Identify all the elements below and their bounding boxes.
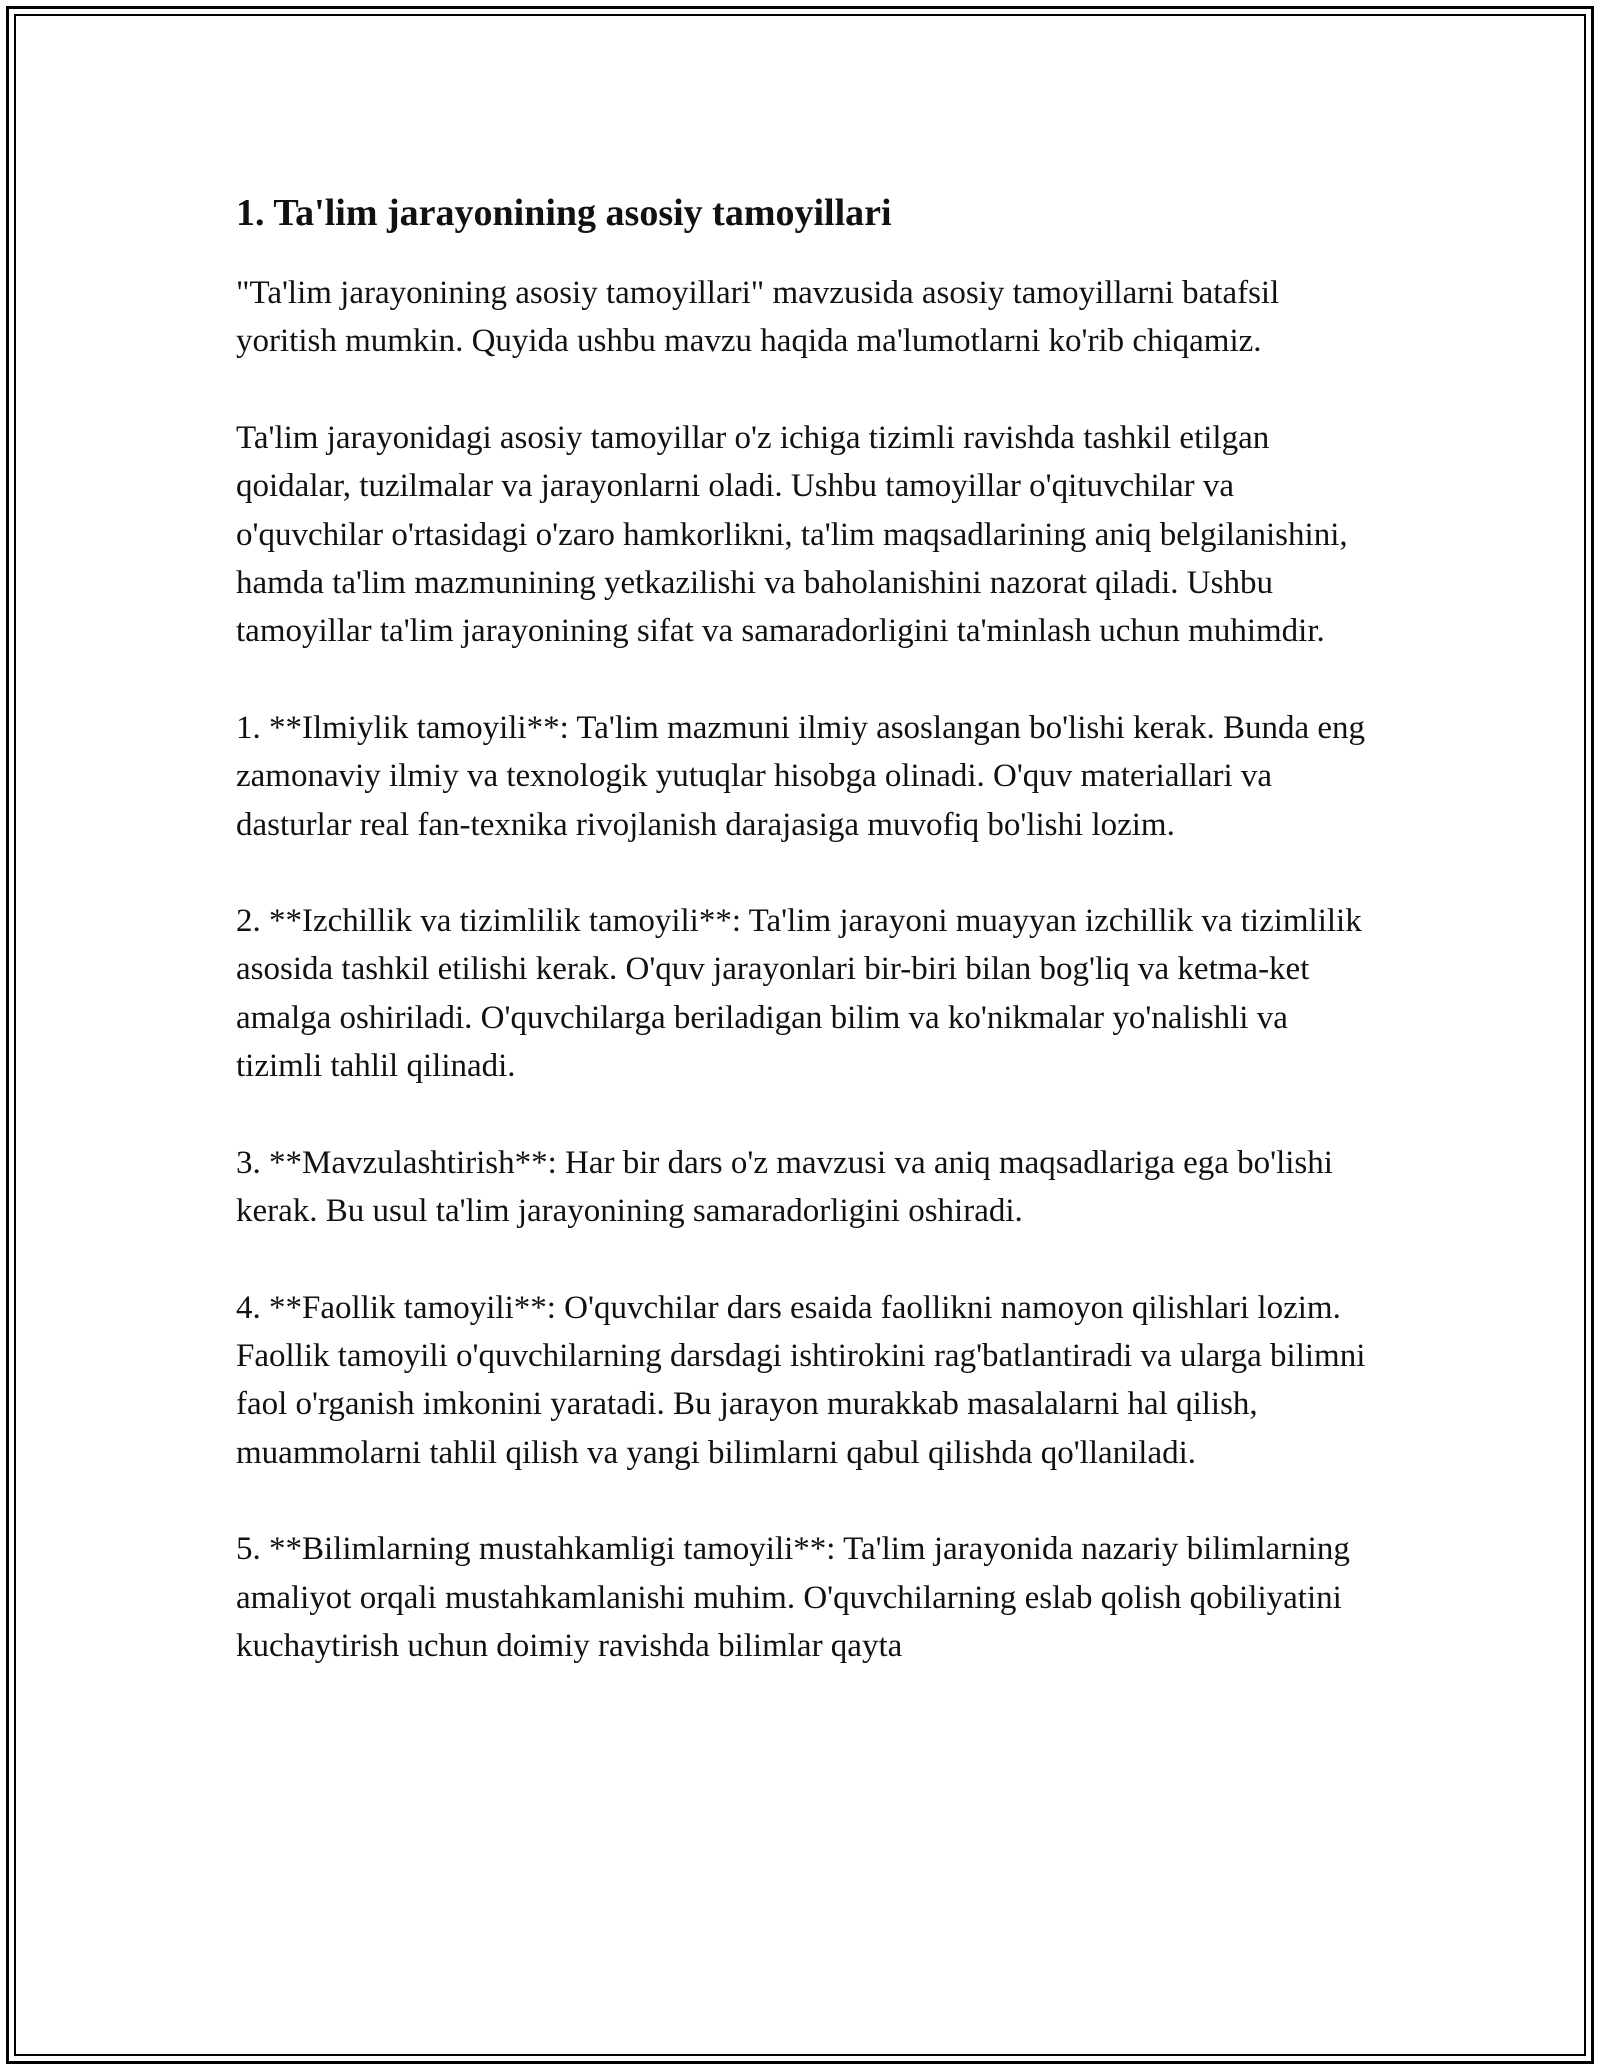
intro-paragraph: "Ta'lim jarayonining asosiy tamoyillari" mavzusida asosiy tamoyillarni batafsil yoritish mumkin. Quyida ushbu mavzu haqida ma'lumotlarni ko'rib chiqamiz.: [236, 275, 1280, 360]
principle-paragraph-5: 5. **Bilimlarning mustahkamligi tamoyili**: Ta'lim jarayonida nazariy bilimlarning amaliyot orqali mustahkamlanishi muhim. O'quvchilarning eslab qolish qobiliyatini kuchaytirish uchun doimiy ravishda bilimlar qayta: [236, 1531, 1350, 1664]
principle-paragraph-2: 2. **Izchillik va tizimlilik tamoyili**: Ta'lim jarayoni muayyan izchillik va tizimlilik asosida tashkil etilishi kerak. O'quv jarayonlari bir-biri bilan bog'liq va ketma-ket amalga oshiriladi. O'quvchilarga beriladigan bilim va ko'nikmalar yo'nalishli va tizimli tahlil qilinadi.: [236, 903, 1362, 1085]
principle-paragraph-3: 3. **Mavzulashtirish**: Har bir dars o'z mavzusi va aniq maqsadlariga ega bo'lishi kerak. Bu usul ta'lim jarayonining samaradorligini oshiradi.: [236, 1144, 1333, 1230]
overview-paragraph: Ta'lim jarayonidagi asosiy tamoyillar o'z ichiga tizimli ravishda tashkil etilgan qoidalar, tuzilmalar va jarayonlarni oladi. Ushbu tamoyillar o'qituvchilar va o'quvchilar o'rtasidagi o'zaro hamkorlikni, ta'lim maqsadlarining aniq belgilanishini, hamda ta'lim mazmunining yetkazilishi va baholanishini nazorat qiladi. Ushbu tamoyillar ta'lim jarayonining sifat va samaradorligini ta'minlash uchun muhimdir.: [236, 419, 1348, 650]
document-title: 1. Ta'lim jarayonining asosiy tamoyillari: [236, 192, 892, 234]
principle-paragraph-4: 4. **Faollik tamoyili**: O'quvchilar dars esaida faollikni namoyon qilishlari lozim. Faollik tamoyili o'quvchilarning darsdagi ishtirokini rag'batlantiradi va ularga bilimni faol o'rganish imkonini yaratadi. Bu jarayon murakkab masalalarni hal qilish, muammolarni tahlil qilish va yangi bilimlarni qabul qilishda qo'llaniladi.: [236, 1289, 1366, 1471]
document-body: [236, 185, 1376, 1718]
principle-paragraph-1: 1. **Ilmiylik tamoyili**: Ta'lim mazmuni ilmiy asoslangan bo'lishi kerak. Bunda eng zamonaviy ilmiy va texnologik yutuqlar hisobga olinadi. O'quv materiallari va dasturlar real fan-texnika rivojlanish darajasiga muvofiq bo'lishi lozim.: [236, 709, 1365, 843]
